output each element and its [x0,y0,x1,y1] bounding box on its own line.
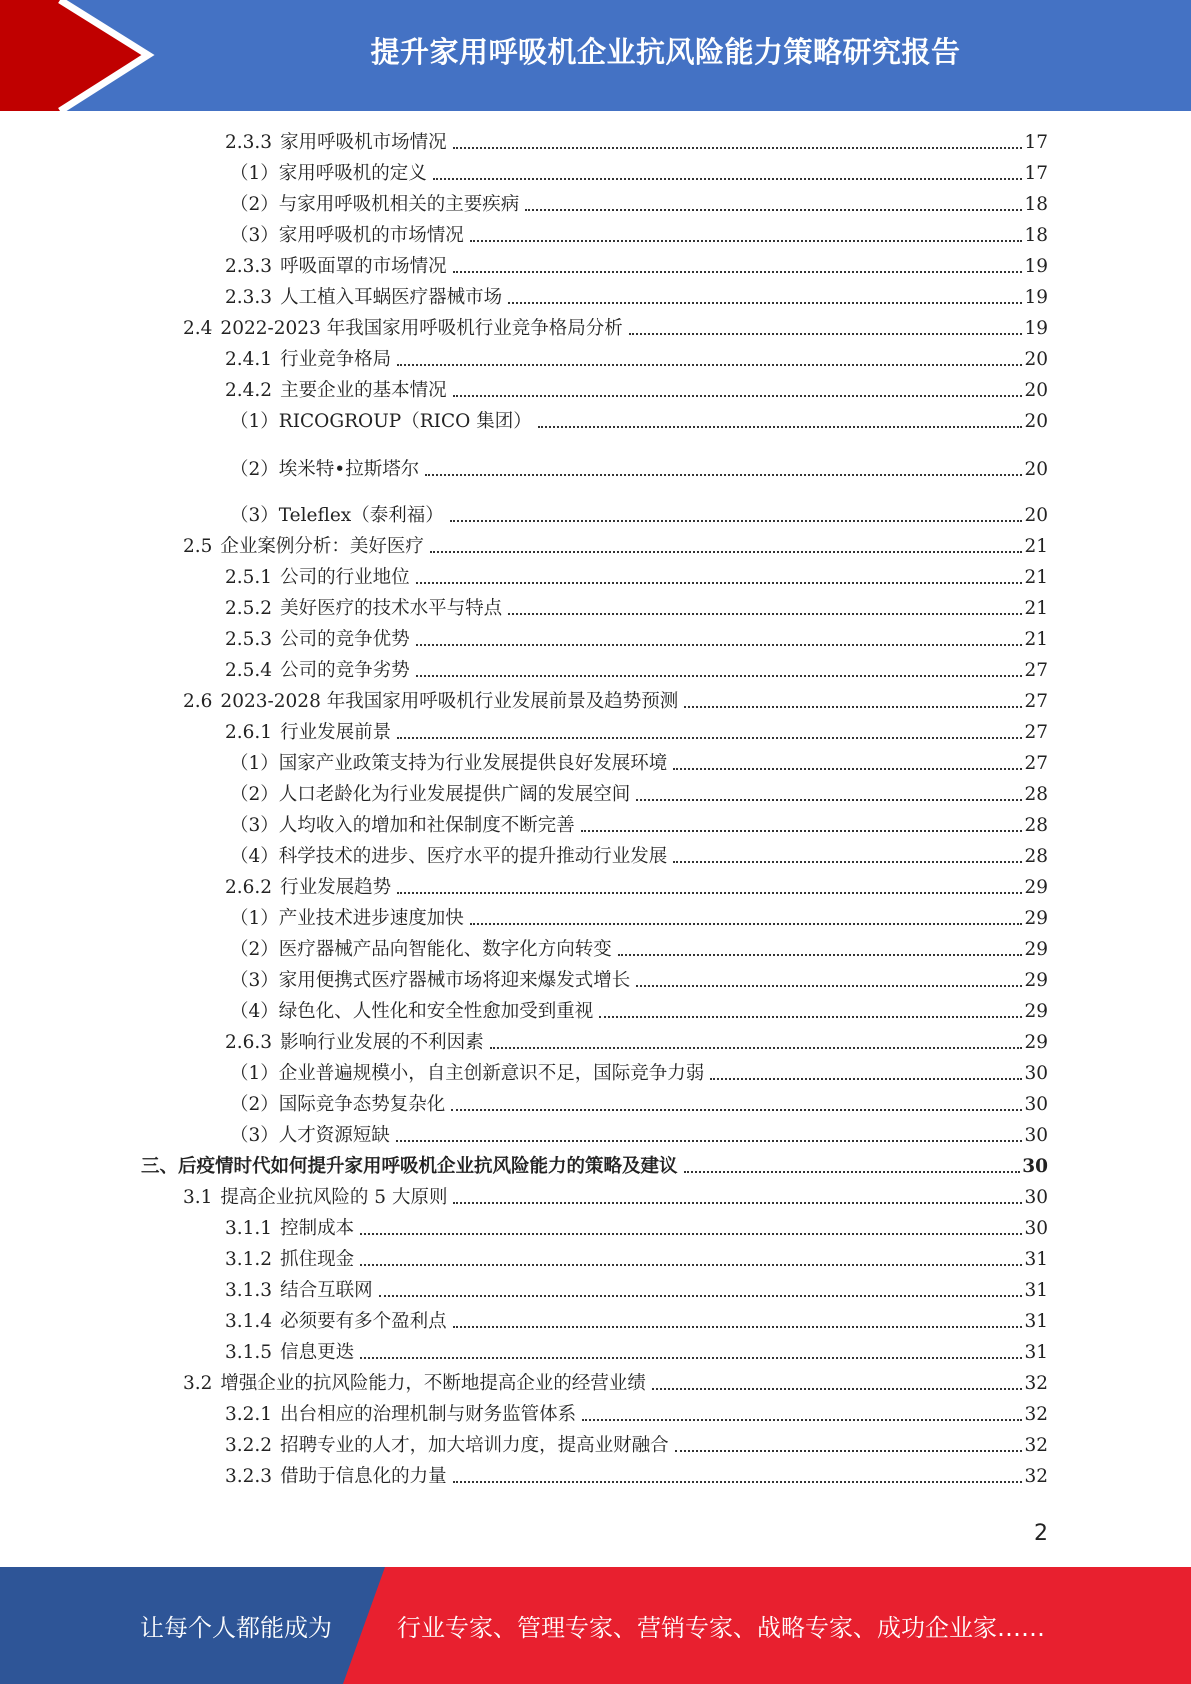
toc-entry-title: 后疫情时代如何提升家用呼吸机企业抗风险能力的策略及建议 [178,1156,678,1177]
toc-dot-leader [508,613,1022,615]
toc-entry-title: 主要企业的基本情况 [280,380,447,401]
toc-entry-page: 17 [1024,163,1048,184]
toc-entry-page: 30 [1024,1094,1048,1115]
toc-entry[interactable] [225,1245,1048,1271]
toc-entry-number: （2） [230,784,279,805]
toc-entry[interactable] [225,1462,1048,1488]
toc-entry-title: 行业竞争格局 [280,349,392,370]
toc-entry-page: 27 [1024,722,1048,743]
toc-dot-leader [636,799,1022,801]
toc-entry[interactable] [230,997,1048,1023]
toc-entry-title: 人均收入的增加和社保制度不断完善 [278,815,575,836]
toc-entry-number: 2.6.3 [225,1032,273,1053]
toc-entry-number: （2） [230,939,279,960]
toc-entry-number: 2.6 [183,691,213,712]
toc-entry-title: Teleflex（泰利福） [278,505,444,526]
toc-entry-page: 18 [1024,225,1048,246]
toc-entry-number: 2.5.4 [225,660,273,681]
toc-entry-title: 公司的竞争优势 [280,629,410,650]
toc-entry[interactable] [230,842,1048,868]
toc-entry-page: 31 [1024,1249,1048,1270]
toc-entry-title: 行业发展前景 [280,722,392,743]
toc-entry-number: （2） [230,1094,279,1115]
page-footer [0,1567,1191,1684]
toc-entry-page: 29 [1024,877,1048,898]
toc-entry[interactable] [225,625,1048,651]
toc-entry-number: 2.5.2 [225,598,273,619]
toc-entry-number: 2.6.2 [225,877,273,898]
toc-entry-number: （3） [230,1125,279,1146]
toc-entry-title: 抓住现金 [280,1249,355,1270]
toc-entry-page: 19 [1024,318,1048,339]
toc-dot-leader [470,240,1023,242]
toc-entry-number: 2.4.1 [225,349,273,370]
toc-entry[interactable] [230,935,1048,961]
toc-entry[interactable] [225,1276,1048,1302]
toc-entry-page: 17 [1024,132,1048,153]
toc-dot-leader [508,302,1022,304]
toc-entry-page: 30 [1024,1125,1048,1146]
toc-entry-title: 国家产业政策支持为行业发展提供良好发展环境 [278,753,668,774]
toc-entry[interactable] [230,455,1048,481]
toc-entry[interactable] [225,563,1048,589]
toc-entry-title: 结合互联网 [280,1280,373,1301]
toc-entry-page: 29 [1024,1032,1048,1053]
toc-dot-leader [451,1109,1022,1111]
toc-entry[interactable] [183,1369,1048,1395]
toc-dot-leader [379,1295,1023,1297]
toc-entry[interactable] [225,873,1048,899]
toc-entry-title: 科学技术的进步、医疗水平的提升推动行业发展 [278,846,668,867]
toc-entry-number: 2.3.3 [225,132,273,153]
toc-dot-leader [629,333,1023,335]
toc-dot-leader [490,1047,1023,1049]
page-header [0,0,1191,111]
toc-entry[interactable] [230,501,1048,527]
toc-entry-number: （1） [230,1063,279,1084]
toc-entry-title: 人才资源短缺 [278,1125,390,1146]
toc-entry[interactable] [230,904,1048,930]
toc-entry-number: 3.1.4 [225,1311,273,1332]
toc-entry-title: 呼吸面罩的市场情况 [280,256,447,277]
toc-entry[interactable] [230,190,1048,216]
toc-entry[interactable] [183,314,1048,340]
toc-entry-number: （1） [230,163,279,184]
toc-dot-leader [433,178,1023,180]
toc-entry-title: 公司的行业地位 [280,567,410,588]
toc-entry-number: （1） [230,908,279,929]
toc-entry-page: 20 [1024,380,1048,401]
toc-dot-leader [397,364,1022,366]
toc-entry-page: 27 [1024,691,1048,712]
toc-entry[interactable] [225,345,1048,371]
toc-entry[interactable] [230,221,1048,247]
toc-entry-page: 32 [1024,1373,1048,1394]
toc-entry-number: 3.1 [183,1187,213,1208]
toc-entry-title: 国际竞争态势复杂化 [278,1094,446,1115]
toc-entry-title: 家用呼吸机的市场情况 [278,225,464,246]
toc-entry-number: 2.4 [183,318,213,339]
toc-entry-title: 美好医疗的技术水平与特点 [280,598,503,619]
toc-entry-page: 30 [1024,1063,1048,1084]
toc-entry[interactable] [225,1431,1048,1457]
toc-entry-number: 3.1.5 [225,1342,273,1363]
toc-dot-leader [397,737,1022,739]
toc-dot-leader [525,209,1022,211]
toc-entry-page: 30 [1024,1218,1048,1239]
toc-dot-leader [652,1388,1023,1390]
toc-entry-page: 20 [1024,459,1048,480]
toc-entry-title: 医疗器械产品向智能化、数字化方向转变 [278,939,612,960]
toc-entry[interactable] [230,1059,1048,1085]
toc-entry-number: 2.5 [183,536,213,557]
toc-entry-title: 与家用呼吸机相关的主要疾病 [278,194,520,215]
toc-entry-number: 2.5.1 [225,567,273,588]
toc-entry[interactable] [183,1183,1048,1209]
toc-dot-leader [538,426,1023,428]
toc-entry-page: 29 [1024,939,1048,960]
toc-entry-title: RICOGROUP（RICO 集团） [278,411,532,432]
toc-entry-number: （4） [230,846,279,867]
toc-entry-number: （1） [230,753,279,774]
toc-entry-title: 2023-2028 年我国家用呼吸机行业发展前景及趋势预测 [220,691,679,712]
toc-entry-page: 30 [1022,1156,1048,1177]
toc-entry-title: 提高企业抗风险的 5 大原则 [220,1187,448,1208]
toc-entry-title: 企业案例分析：美好医疗 [220,536,424,557]
toc-entry[interactable] [225,376,1048,402]
toc-entry[interactable] [141,1152,1048,1178]
toc-entry-title: 人工植入耳蜗医疗器械市场 [280,287,503,308]
toc-entry-title: 产业技术进步速度加快 [278,908,464,929]
toc-entry[interactable] [225,1214,1048,1240]
toc-entry-page: 29 [1024,1001,1048,1022]
toc-entry[interactable] [230,1121,1048,1147]
toc-entry-number: 3.1.1 [225,1218,273,1239]
toc-entry-title: 人口老龄化为行业发展提供广阔的发展空间 [278,784,631,805]
toc-entry[interactable] [225,1338,1048,1364]
toc-entry[interactable] [225,656,1048,682]
toc-dot-leader [425,474,1022,476]
toc-entry-page: 21 [1024,629,1048,650]
toc-entry-number: （3） [230,505,279,526]
toc-entry-page: 29 [1024,970,1048,991]
toc-entry-title: 埃米特•拉斯塔尔 [278,459,420,480]
toc-dot-leader [684,1171,1021,1173]
toc-entry-page: 27 [1024,660,1048,681]
toc-entry-page: 31 [1024,1311,1048,1332]
toc-entry[interactable] [230,749,1048,775]
toc-entry-page: 20 [1024,349,1048,370]
footer-slogan-right: 行业专家、管理专家、营销专家、战略专家、成功企业家…… [397,1614,1045,1642]
toc-entry[interactable] [225,128,1048,154]
toc-dot-leader [416,675,1023,677]
toc-entry-number: 2.4.2 [225,380,273,401]
toc-dot-leader [453,1326,1023,1328]
toc-entry-title: 增强企业的抗风险能力，不断地提高企业的经营业绩 [220,1373,646,1394]
toc-dot-leader [453,1202,1022,1204]
toc-entry-number: 2.3.3 [225,287,273,308]
toc-entry[interactable] [225,252,1048,278]
toc-entry-page: 28 [1024,784,1048,805]
toc-entry-page: 18 [1024,194,1048,215]
toc-entry-title: 借助于信息化的力量 [280,1466,447,1487]
toc-entry-number: （2） [230,459,279,480]
footer-slogan-left: 让每个人都能成为 [140,1614,332,1642]
toc-entry-page: 20 [1024,411,1048,432]
toc-entry-title: 公司的竞争劣势 [280,660,410,681]
toc-entry[interactable] [230,1090,1048,1116]
toc-entry-page: 31 [1024,1342,1048,1363]
toc-dot-leader [453,271,1023,273]
toc-dot-leader [416,582,1023,584]
toc-dot-leader [710,1078,1022,1080]
toc-dot-leader [673,768,1022,770]
toc-entry-number: 2.5.3 [225,629,273,650]
toc-dot-leader [430,551,1023,553]
toc-entry[interactable] [225,1028,1048,1054]
toc-entry-title: 必须要有多个盈利点 [280,1311,447,1332]
toc-entry[interactable] [230,407,1048,433]
toc-entry[interactable] [230,780,1048,806]
toc-entry-number: 3.2 [183,1373,213,1394]
toc-entry-number: 3.2.2 [225,1435,273,1456]
toc-entry[interactable] [225,1400,1048,1426]
toc-entry-title: 家用便携式医疗器械市场将迎来爆发式增长 [278,970,631,991]
toc-entry-page: 30 [1024,1187,1048,1208]
toc-dot-leader [684,706,1022,708]
toc-entry-title: 信息更迭 [280,1342,355,1363]
toc-entry[interactable] [230,966,1048,992]
toc-entry-page: 28 [1024,846,1048,867]
toc-entry-number: （1） [230,411,279,432]
toc-entry[interactable] [230,159,1048,185]
toc-dot-leader [618,954,1023,956]
toc-entry-title: 行业发展趋势 [280,877,392,898]
toc-dot-leader [453,1481,1023,1483]
toc-entry-title: 出台相应的治理机制与财务监管体系 [280,1404,577,1425]
toc-entry-page: 27 [1024,753,1048,774]
toc-dot-leader [582,1419,1022,1421]
toc-entry-page: 19 [1024,256,1048,277]
toc-entry-title: 家用呼吸机的定义 [278,163,427,184]
toc-entry[interactable] [183,532,1048,558]
toc-entry-number: （2） [230,194,279,215]
toc-entry[interactable] [225,1307,1048,1333]
toc-entry-page: 29 [1024,908,1048,929]
toc-dot-leader [673,861,1022,863]
toc-entry-number: 2.3.3 [225,256,273,277]
toc-entry[interactable] [183,687,1048,713]
toc-entry-number: （3） [230,225,279,246]
report-title: 提升家用呼吸机企业抗风险能力策略研究报告 [370,34,961,69]
toc-entry-title: 控制成本 [280,1218,355,1239]
toc-entry-page: 31 [1024,1280,1048,1301]
toc-dot-leader [581,830,1023,832]
toc-entry-page: 21 [1024,536,1048,557]
toc-entry-number: （3） [230,815,279,836]
toc-dot-leader [360,1233,1022,1235]
toc-dot-leader [397,892,1022,894]
toc-entry-title: 影响行业发展的不利因素 [280,1032,484,1053]
toc-dot-leader [450,520,1023,522]
toc-dot-leader [360,1357,1022,1359]
toc-dot-leader [416,644,1023,646]
toc-entry-number: 三、 [141,1156,179,1177]
toc-dot-leader [453,147,1023,149]
toc-entry-page: 20 [1024,505,1048,526]
toc-entry-page: 21 [1024,598,1048,619]
page-number: 2 [1034,1521,1048,1546]
toc-entry[interactable] [225,283,1048,309]
toc-dot-leader [470,923,1023,925]
toc-entry-title: 绿色化、人性化和安全性愈加受到重视 [278,1001,594,1022]
toc-entry-number: （3） [230,970,279,991]
toc-dot-leader [360,1264,1022,1266]
toc-dot-leader [396,1140,1023,1142]
toc-entry-number: （4） [230,1001,279,1022]
toc-entry-number: 3.1.3 [225,1280,273,1301]
toc-entry-page: 32 [1024,1466,1048,1487]
toc-entry-page: 28 [1024,815,1048,836]
toc-entry-page: 19 [1024,287,1048,308]
toc-entry[interactable] [225,594,1048,620]
toc-dot-leader [675,1450,1023,1452]
toc-entry[interactable] [230,811,1048,837]
toc-entry-number: 2.6.1 [225,722,273,743]
toc-entry-page: 32 [1024,1404,1048,1425]
toc-dot-leader [453,395,1023,397]
toc-entry-number: 3.2.3 [225,1466,273,1487]
toc-dot-leader [599,1016,1022,1018]
toc-entry-number: 3.1.2 [225,1249,273,1270]
toc-entry-number: 3.2.1 [225,1404,273,1425]
toc-dot-leader [636,985,1022,987]
toc-entry[interactable] [225,718,1048,744]
toc-entry-title: 招聘专业的人才，加大培训力度，提高业财融合 [280,1435,669,1456]
toc-entry-page: 21 [1024,567,1048,588]
toc-entry-title: 企业普遍规模小，自主创新意识不足，国际竞争力弱 [278,1063,705,1084]
toc-entry-title: 2022-2023 年我国家用呼吸机行业竞争格局分析 [220,318,623,339]
toc-entry-page: 32 [1024,1435,1048,1456]
toc-entry-title: 家用呼吸机市场情况 [280,132,447,153]
